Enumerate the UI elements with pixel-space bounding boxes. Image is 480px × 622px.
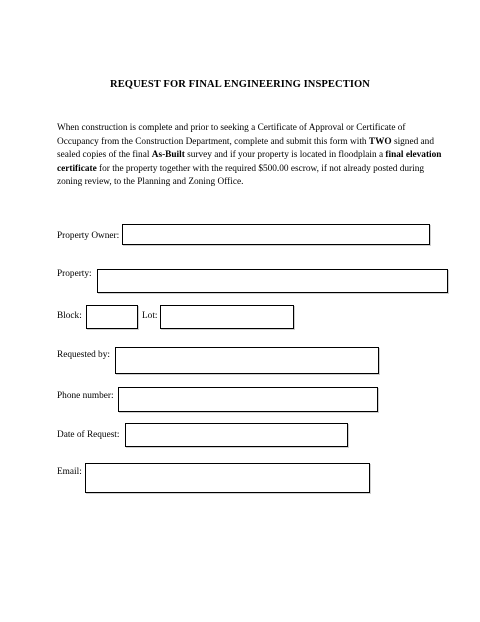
- email-label: Email:: [57, 467, 82, 477]
- instructions-text-3: survey and if your property is located in floodplain a: [184, 150, 386, 161]
- block-field[interactable]: [86, 305, 138, 329]
- property-owner-field[interactable]: [122, 224, 430, 245]
- lot-label: Lot:: [142, 311, 158, 321]
- block-label: Block:: [57, 311, 82, 321]
- requested-by-field[interactable]: [115, 347, 379, 374]
- instructions-text-1: When construction is complete and prior to seeking a Certificate of Approval or Certificate of Occupancy from the Construction Department, complete and submit this form with: [57, 123, 406, 147]
- instructions-emphasis-elevation-certificate: final elevation certificate: [57, 150, 442, 174]
- email-field[interactable]: [85, 463, 370, 493]
- instructions-emphasis-two: TWO: [368, 136, 392, 147]
- property-owner-label: Property Owner:: [57, 231, 120, 241]
- phone-number-label: Phone number:: [57, 391, 114, 401]
- instructions-text-4: for the property together with the required $500.00 escrow, if not already posted during zoning review, to the Planning and Zoning Office.: [57, 163, 425, 188]
- lot-field[interactable]: [160, 305, 294, 329]
- property-label: Property:: [57, 269, 92, 279]
- instructions-emphasis-as-built: As-Built: [151, 150, 185, 161]
- form-title: REQUEST FOR FINAL ENGINEERING INSPECTION: [110, 79, 370, 90]
- property-field[interactable]: [97, 269, 448, 293]
- date-of-request-label: Date of Request:: [57, 430, 120, 440]
- date-of-request-field[interactable]: [125, 423, 348, 447]
- instructions-text-2: signed and sealed copies of the final: [57, 136, 434, 161]
- phone-number-field[interactable]: [118, 387, 378, 412]
- instructions-paragraph: [57, 122, 442, 190]
- requested-by-label: Requested by:: [57, 350, 110, 360]
